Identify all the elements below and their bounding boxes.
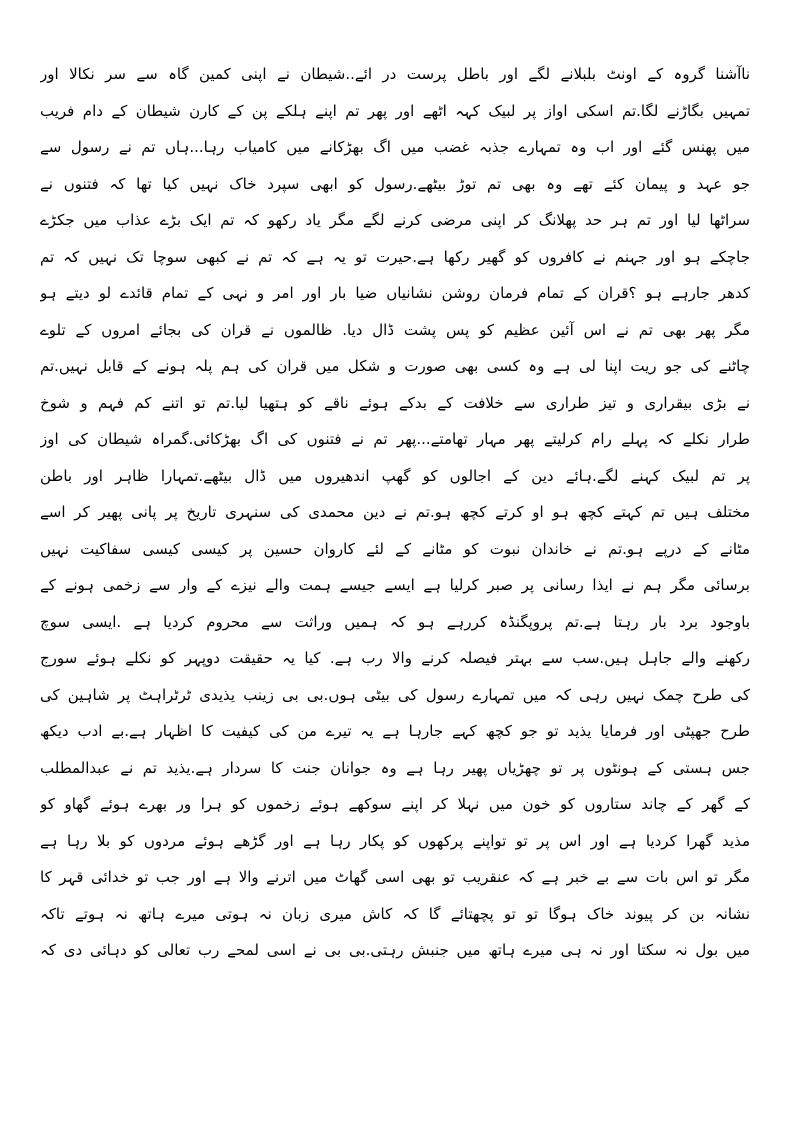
text-line: کی طرح چمک نہیں رہی کہ میں تمہارے رسول کی بیٹی ہوں.بی بی زینب یذیدی ٹرٹراہٹ پر شاہین کی (40, 685, 750, 704)
body-text (40, 56, 750, 969)
text-line: جس ہستی کے ہونٹوں پر تو چھڑیاں پھیر رہا ہے وہ جوانان جنت کا سردار ہے.یذید تم نے عبدالمطلب (40, 758, 750, 777)
text-line: نشانہ بن کر پیوند خاک ہوگا تو تو پچھتائے گا کہ کاش میری زبان نہ ہوتی میرے ہاتھ نہ ہوتے تاکہ (40, 904, 750, 923)
text-line: کے گھر کے چاند ستاروں کو خون میں نہلا کر اپنے سوکھے ہوئے زخموں کو ہرا ور بھرے ہوئے گھاو کو (40, 795, 750, 813)
text-line: میں پھنس گئے اور اب وہ تمہارے جذبہ غضب میں اگ بھڑکانے میں کامیاب رہا...ہاں تم نے رسول سے (40, 138, 750, 156)
text-line: ناآشنا گروہ کے اونٹ بلبلانے لگے اور باطل پرست در ائے..شیطان نے اپنی کمین گاہ سے سر نکالا اور (40, 65, 750, 83)
text-line: مگر تو اس بات سے بے خبر ہے کہ عنقریب تو بھی اسی گھاٹ میں اترنے والا ہے اور جب تو خدائی قہر کا (40, 868, 750, 886)
text-line: باوجود برد بار رہتا ہے.تم پروپگنڈہ کررہے ہو کہ ہمیں وراثت سے محروم کردیا ہے .ایسی سوچ (40, 612, 750, 631)
text-line: رکھنے والے جاہل ہیں.سب سے بہتر فیصلہ کرنے والا رب ہے. کیا یہ حقیقت دوپہر کو نکلے ہوئے سورج (40, 649, 750, 667)
text-line: طرار نکلے کہ پہلے رام کرلیتے پھر مہار تھامتے...پھر تم نے فتنوں کی اگ بھڑکائی.گمراہ شیطان کی اوز (40, 430, 750, 448)
text-line: برسائی مگر ہم نے ایذا رسانی پر صبر کرلیا ہے ایسے جیسے ہمت والے نیزے کے وار سے زخمی ہونے کے (40, 576, 750, 594)
text-line: طرح جھپٹی اور فرمایا یذید تو جو کچھ کہے جارہا ہے یہ تیرے من کی کیفیت کا اظہار ہے.بے ادب دیکھ (40, 722, 750, 740)
text-line: سراٹھا لیا اور تم ہر حد پھلانگ کر اپنی مرضی کرنے لگے مگر یاد رکھو کہ تم ایک بڑے عذاب میں جکڑے (40, 211, 750, 229)
text-line: جو عہد و پیمان کئے تھے وہ بھی تم توڑ بیٹھے.رسول کو ابھی سپرد خاک نہیں کیا تھا کہ فتنوں نے (40, 174, 750, 193)
text-line: مگر پھر بھی تم نے اس آئین عظیم کو پس پشت ڈال دیا. ظالموں نے قران کی بجائے امروں کے تلوے (40, 320, 750, 339)
text-line: جاچکے ہو اور جہنم نے کافروں کو گھیر رکھا ہے.حیرت تو یہ ہے کہ تم نے کبھی سوچا تک نہیں کہ تم (40, 247, 750, 266)
text-line: چاٹنے کی جو ریت اپنا لی ہے وہ کسی بھی صورت و شکل میں قران کی ہم پلہ ہونے کے قابل نہیں.تم (40, 357, 750, 375)
text-line: پر تم لبیک کہنے لگے.ہائے دین کے اجالوں کو گھپ اندھیروں میں ڈال بیٹھے.تمہارا ظاہر اور باطن (40, 466, 750, 485)
text-line: نے بڑی بیقراری و تیز طراری سے خلافت کے بدکے ہوئے ناقے کو ہتھیا لیا.تم تو اتنے کم فہم و شوخ (40, 393, 750, 412)
text-line: مٹانے کے درپے ہو.تم نے خاندان نبوت کو مٹانے کے لئے کاروان حسین پر کیسی کیسی سفاکیت نہیں (40, 539, 750, 558)
text-line: تمہیں بگاڑنے لگا.تم اسکی اواز پر لبیک کہہ اٹھے اور پھر تم اپنے ہلکے پن کے کارن شیطان کے دام فریب (40, 101, 750, 120)
text-line: مذید گھرا کردیا ہے اور اس پر تو تواپنے پرکھوں کو پکار رہا ہے اور گڑھے ہوئے مردوں کو بلا رہا ہے (40, 831, 750, 850)
text-line: کدھر جارہے ہو ؟قران کے تمام فرمان روشن نشانیاں ضیا بار اور امر و نہی کے تمام قائدے لو دیتے ہو (40, 284, 750, 302)
text-line: میں بول نہ سکتا اور نہ ہی میرے ہاتھ میں جنبش رہتی.بی بی نے اسی لمحے رب تعالی کو دہائی دی کہ (40, 941, 750, 959)
text-line: مختلف ہیں تم کہتے کچھ ہو او کرتے کچھ ہو.تم نے دین محمدی کی سنہری تاریخ پر پانی پھیر کر اسے (40, 503, 750, 521)
